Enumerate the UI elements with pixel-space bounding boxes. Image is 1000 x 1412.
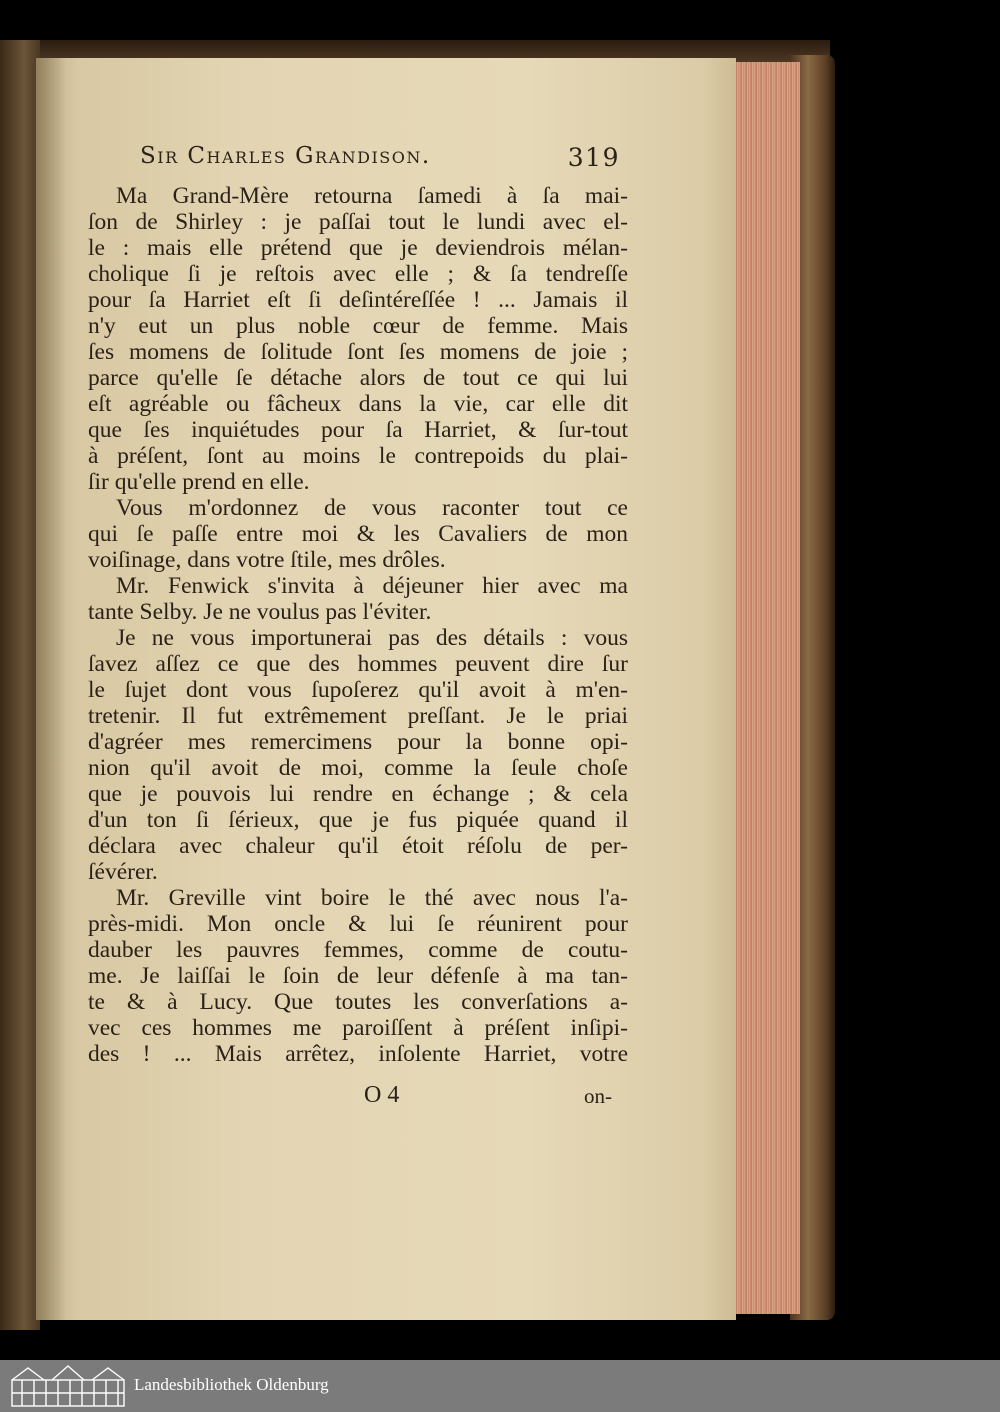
text-line: eſt agréable ou fâcheux dans la vie, car elle dit <box>88 391 628 417</box>
text-line: ſévérer. <box>88 859 158 885</box>
text-line: que ſes inquiétudes pour ſa Harriet, & ſur-tout <box>88 417 628 443</box>
text-line: te & à Lucy. Que toutes les converſations a- <box>88 989 628 1015</box>
text-line: pour ſa Harriet eſt ſi deſintéreſſée ! ... Jamais il <box>88 287 628 313</box>
running-header <box>140 143 620 179</box>
text-line: d'agréer mes remercimens pour la bonne opi- <box>88 729 628 755</box>
text-line: Mr. Fenwick s'invita à déjeuner hier avec ma <box>116 573 628 599</box>
text-line: n'y eut un plus noble cœur de femme. Mais <box>88 313 628 339</box>
text-line: ſon de Shirley : je paſſai tout le lundi avec el- <box>88 209 628 235</box>
text-line: près-midi. Mon oncle & lui ſe réunirent pour <box>88 911 628 937</box>
library-building-icon <box>8 1364 128 1408</box>
body-text <box>88 183 628 1067</box>
book-cover-left <box>0 40 40 1330</box>
text-line: tretenir. Il fut extrêmement preſſant. Je le priai <box>88 703 628 729</box>
text-line: des ! ... Mais arrêtez, inſolente Harriet, votre <box>88 1041 628 1067</box>
text-line: cholique ſi je reſtois avec elle ; & ſa tendreſſe <box>88 261 628 287</box>
page-edges <box>728 62 800 1314</box>
signature-mark: O 4 <box>364 1082 400 1108</box>
text-line: voiſinage, dans votre ſtile, mes drôles. <box>88 547 446 573</box>
text-line: ſir qu'elle prend en elle. <box>88 469 310 495</box>
text-line: d'un ton ſi ſérieux, que je fus piquée quand il <box>88 807 628 833</box>
text-line: nion qu'il avoit de moi, comme la ſeule choſe <box>88 755 628 781</box>
text-line: déclara avec chaleur qu'il étoit réſolu de per- <box>88 833 628 859</box>
text-line: le ſujet dont vous ſupoſerez qu'il avoit à m'en- <box>88 677 628 703</box>
library-name: Landesbibliothek Oldenburg <box>134 1375 329 1394</box>
text-line: Vous m'ordonnez de vous raconter tout ce <box>116 495 628 521</box>
text-line: Je ne vous importunerai pas des détails : vous <box>116 625 628 651</box>
spine-shadow <box>36 58 66 1320</box>
text-line: parce qu'elle ſe détache alors de tout ce qui lui <box>88 365 628 391</box>
catchword: on- <box>584 1084 612 1108</box>
text-line: à préſent, ſont au moins le contrepoids du plai- <box>88 443 628 469</box>
page-number: 319 <box>567 143 620 172</box>
library-footer-bar <box>0 1360 1000 1412</box>
text-line: le : mais elle prétend que je deviendrois mélan- <box>88 235 628 261</box>
text-line: qui ſe paſſe entre moi & les Cavaliers de mon <box>88 521 628 547</box>
text-line: me. Je laiſſai le ſoin de leur défenſe à ma tan- <box>88 963 628 989</box>
text-line: tante Selby. Je ne voulus pas l'éviter. <box>88 599 432 625</box>
text-line: vec ces hommes me paroiſſent à préſent inſipi- <box>88 1015 628 1041</box>
text-line: Ma Grand-Mère retourna ſamedi à ſa mai- <box>116 183 628 209</box>
text-line: ſes momens de ſolitude ſont ſes momens de joie ; <box>88 339 628 365</box>
text-line: Mr. Greville vint boire le thé avec nous l'a- <box>116 885 628 911</box>
running-title: Sir Charles Grandison. <box>140 143 431 169</box>
text-line: dauber les pauvres femmes, comme de coutu- <box>88 937 628 963</box>
text-line: ſavez aſſez ce que des hommes peuvent dire ſur <box>88 651 628 677</box>
text-line: que je pouvois lui rendre en échange ; & cela <box>88 781 628 807</box>
